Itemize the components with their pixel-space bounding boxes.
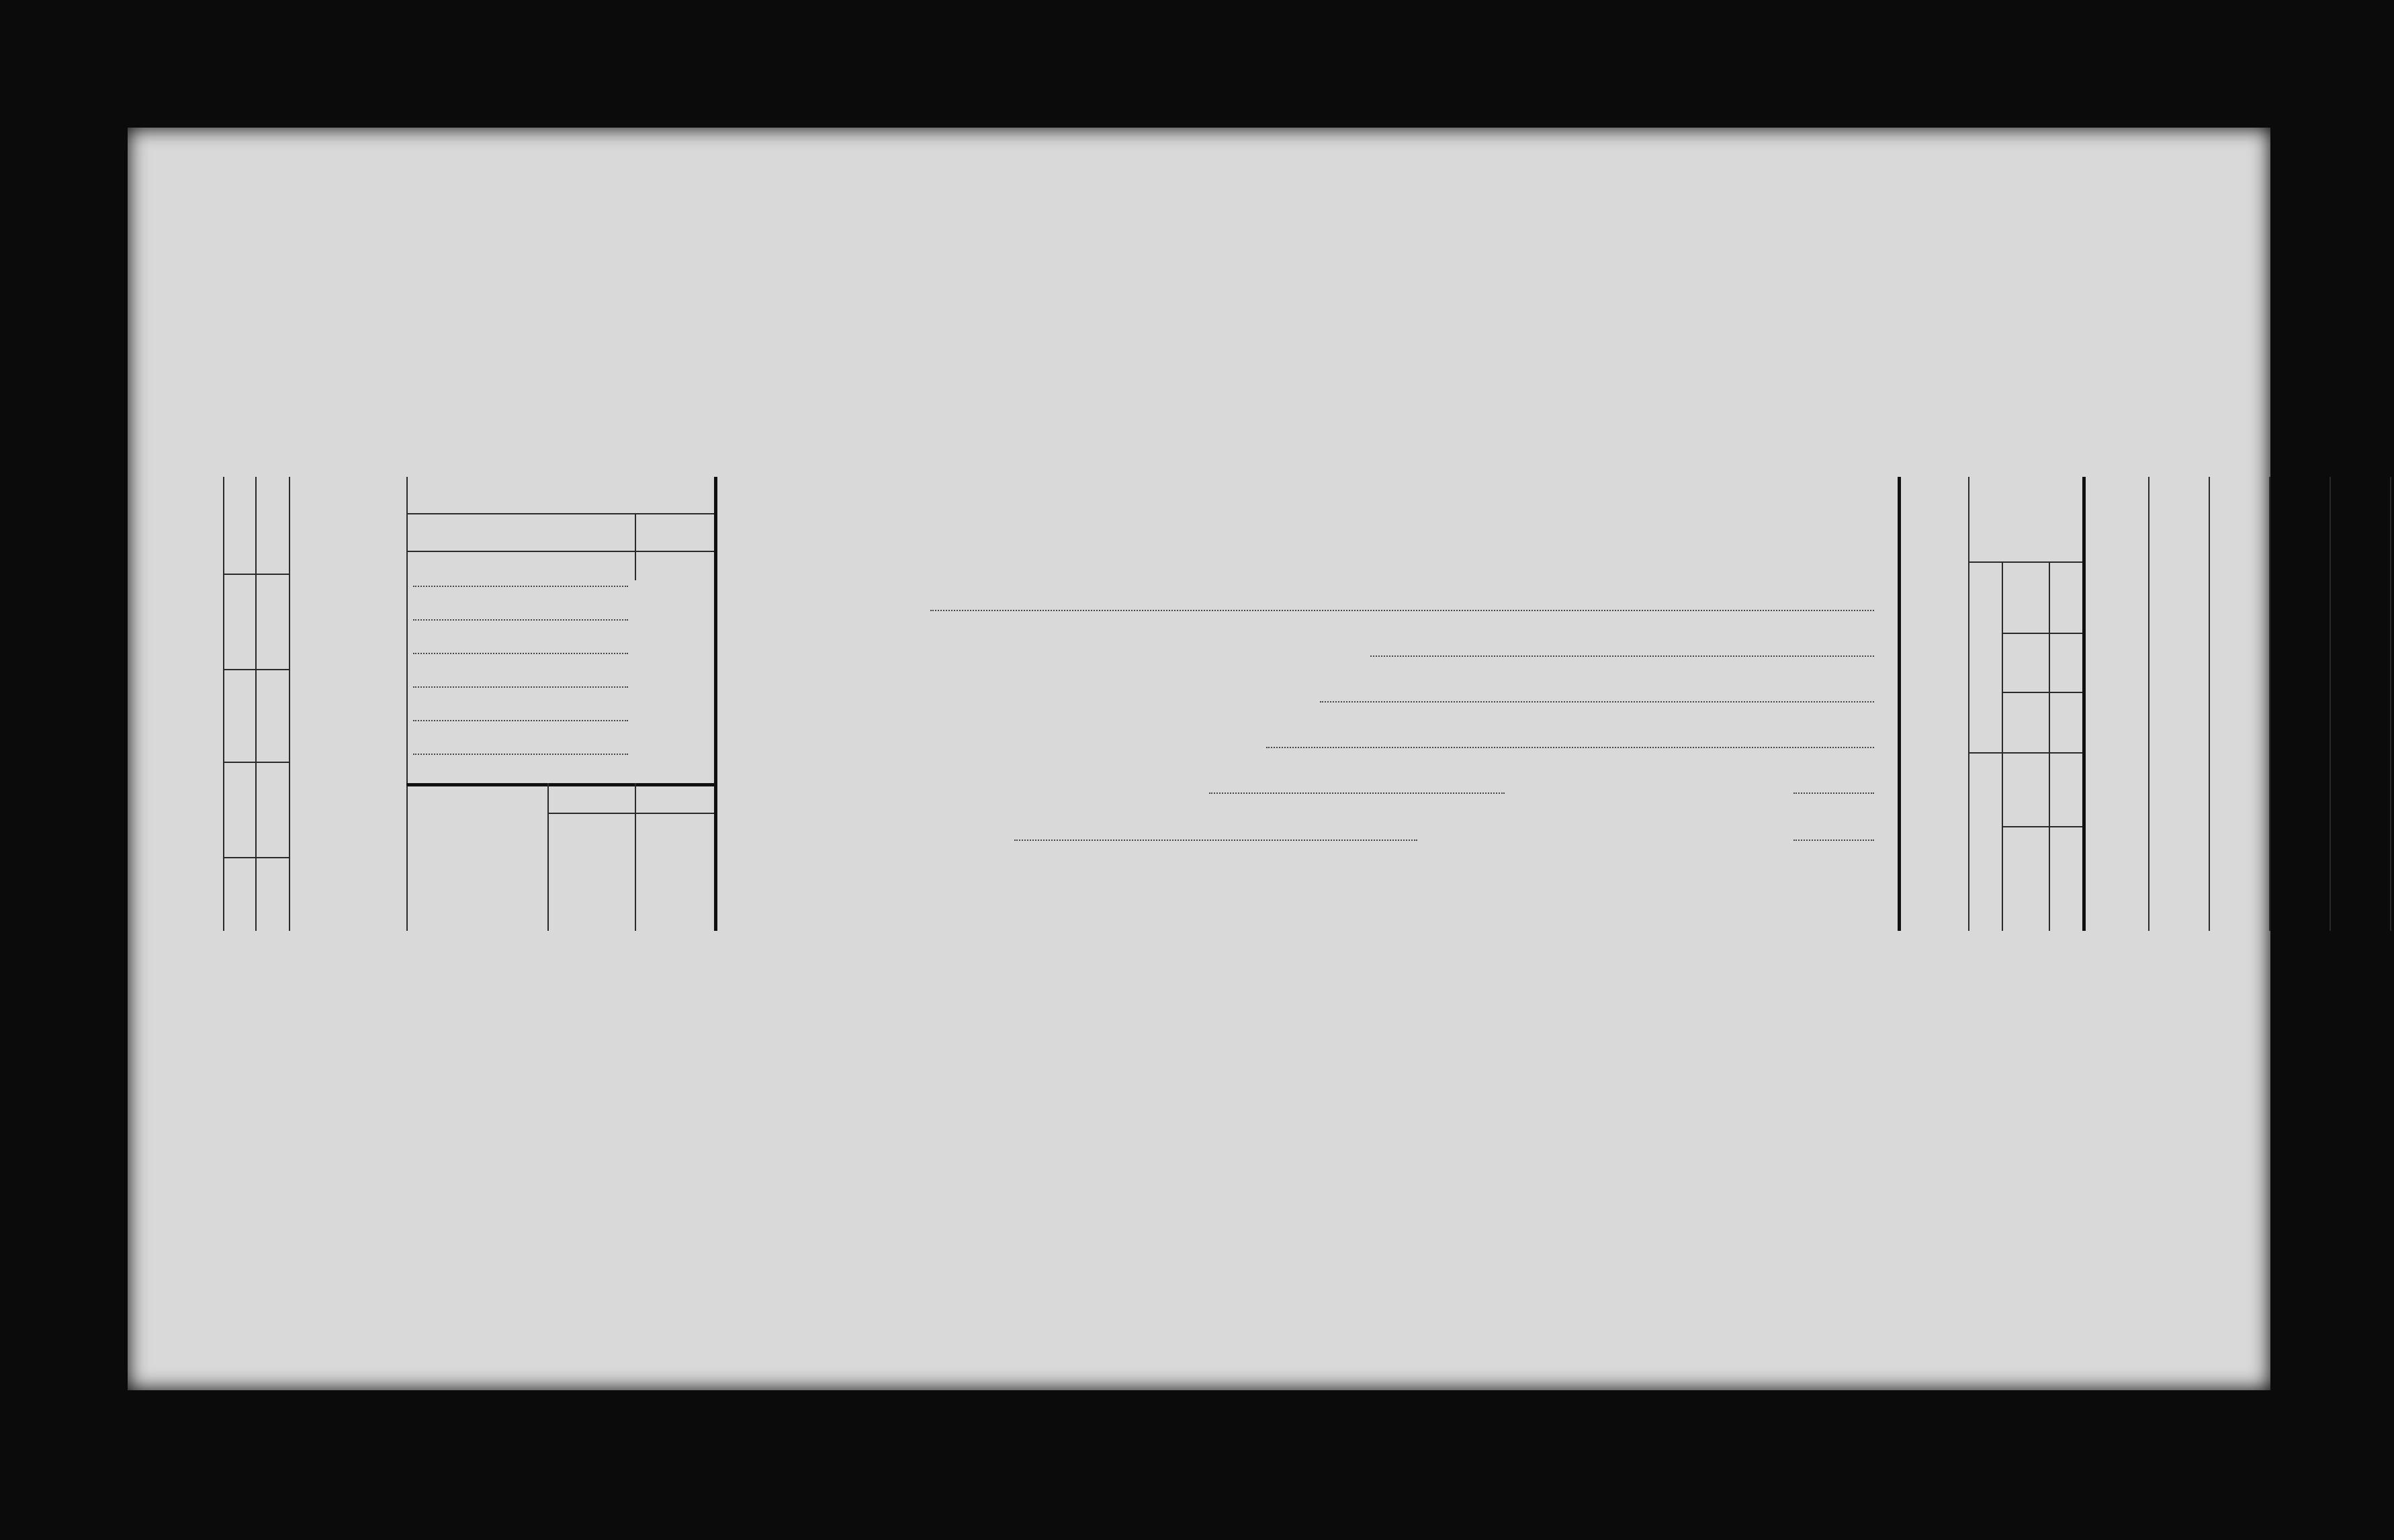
- crops-table: [128, 128, 2270, 477]
- hired-workers-label: [304, 490, 391, 920]
- pop-col-138-label: [2005, 633, 2045, 700]
- pop-col-139-label: [2005, 565, 2045, 626]
- lease-table: [128, 931, 2270, 1390]
- middle-section: [128, 477, 2270, 931]
- pop-col-136-label: [2005, 759, 2045, 826]
- population-label: [1901, 490, 1982, 920]
- census-card: [128, 128, 2270, 1390]
